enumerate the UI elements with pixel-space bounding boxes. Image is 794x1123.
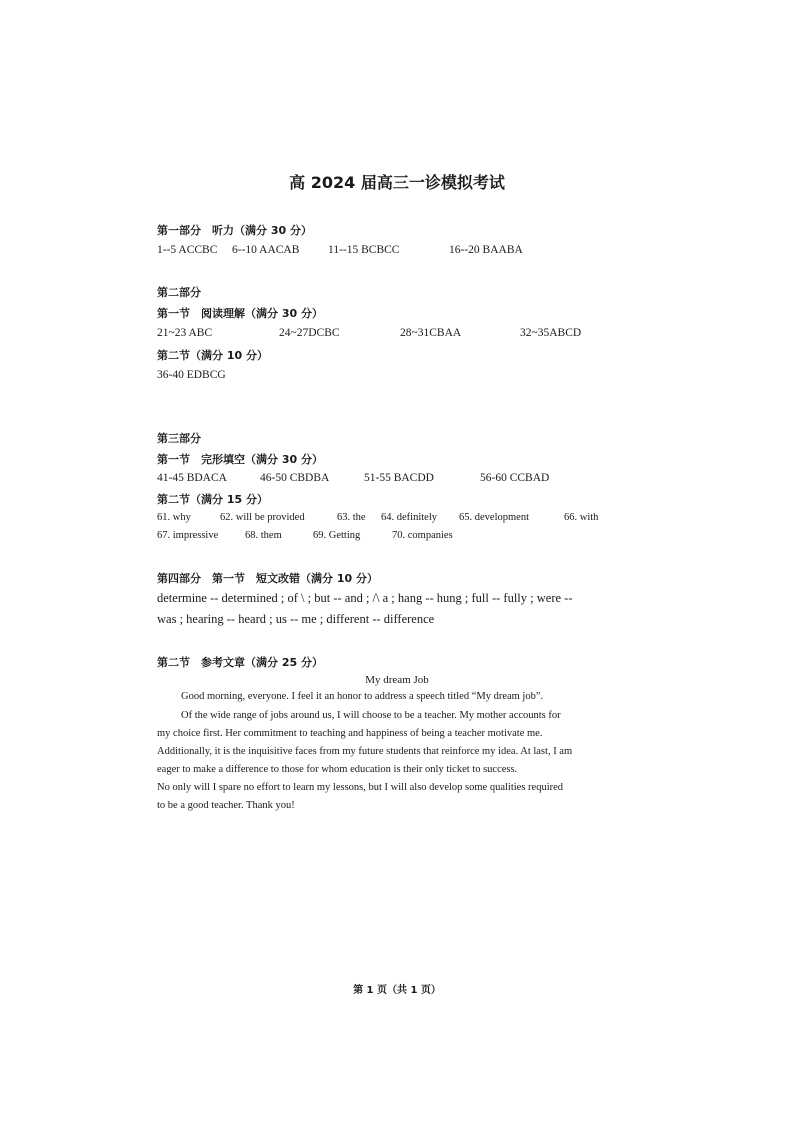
- part2-section1-heading: 第一节 阅读理解（满分 30 分）: [157, 307, 323, 320]
- part3-answer-4: 56-60 CCBAD: [480, 472, 550, 484]
- error-correction-line-2: was ; hearing -- heard ; us -- me ; different -- difference: [157, 612, 435, 626]
- page-title: 高 2024 届高三一诊模拟考试: [289, 173, 505, 192]
- essay-line-2: Of the wide range of jobs around us, I will choose to be a teacher. My mother accounts for: [181, 710, 561, 721]
- part3-fill-69: 69. Getting: [313, 530, 361, 541]
- part4-section2-heading: 第二节 参考文章（满分 25 分）: [157, 656, 323, 669]
- part3-fill-67: 67. impressive: [157, 530, 219, 541]
- part3-fill-68: 68. them: [245, 530, 282, 541]
- part1-answer-2: 6--10 AACAB: [232, 244, 300, 256]
- essay-line-3: my choice first. Her commitment to teaching and happiness of being a teacher motivate me.: [157, 728, 543, 739]
- part3-fill-65: 65. development: [459, 512, 529, 523]
- part2-answer-3: 28~31CBAA: [400, 327, 462, 339]
- part3-fill-70: 70. companies: [392, 530, 453, 541]
- part2-answer-4: 32~35ABCD: [520, 327, 582, 339]
- part2-answer-1: 21~23 ABC: [157, 327, 213, 339]
- part1-answer-3: 11--15 BCBCC: [328, 244, 400, 256]
- part1-heading: 第一部分 听力（满分 30 分）: [157, 224, 312, 237]
- essay-line-6: No only will I spare no effort to learn my lessons, but I will also develop some qualities required: [157, 782, 564, 793]
- part3-fill-62: 62. will be provided: [220, 512, 305, 523]
- part3-fill-63: 63. the: [337, 512, 366, 523]
- essay-line-5: eager to make a difference to those for whom education is their only ticket to success.: [157, 764, 518, 775]
- error-correction-line-1: determine -- determined ; of \ ; but -- and ; /\ a ; hang -- hung ; full -- fully ; were --: [157, 591, 573, 605]
- part2-heading: 第二部分: [157, 286, 201, 299]
- part2-section2-answers: 36-40 EDBCG: [157, 369, 226, 381]
- essay-line-4: Additionally, it is the inquisitive faces from my future students that reinforce my idea. At last, I am: [157, 746, 573, 757]
- page-footer: 第 1 页（共 1 页）: [353, 985, 441, 996]
- part3-heading: 第三部分: [157, 432, 201, 445]
- part2-section2-heading: 第二节（满分 10 分）: [157, 349, 268, 362]
- essay-line-7: to be a good teacher. Thank you!: [157, 800, 295, 811]
- part3-section2-heading: 第二节（满分 15 分）: [157, 493, 268, 506]
- essay-title: My dream Job: [365, 674, 429, 686]
- part3-answer-1: 41-45 BDACA: [157, 472, 227, 484]
- essay-line-1: Good morning, everyone. I feel it an honor to address a speech titled “My dream job”.: [181, 691, 544, 702]
- part3-answer-2: 46-50 CBDBA: [260, 472, 330, 484]
- part3-section1-heading: 第一节 完形填空（满分 30 分）: [157, 453, 323, 466]
- part3-fill-64: 64. definitely: [381, 512, 437, 523]
- part3-answer-3: 51-55 BACDD: [364, 472, 434, 484]
- part2-answer-2: 24~27DCBC: [279, 327, 340, 339]
- part1-answer-4: 16--20 BAABA: [449, 244, 523, 256]
- part3-fill-61: 61. why: [157, 512, 191, 523]
- part3-fill-66: 66. with: [564, 512, 599, 523]
- part4-heading: 第四部分 第一节 短文改错（满分 10 分）: [157, 572, 378, 585]
- part1-answer-1: 1--5 ACCBC: [157, 244, 218, 256]
